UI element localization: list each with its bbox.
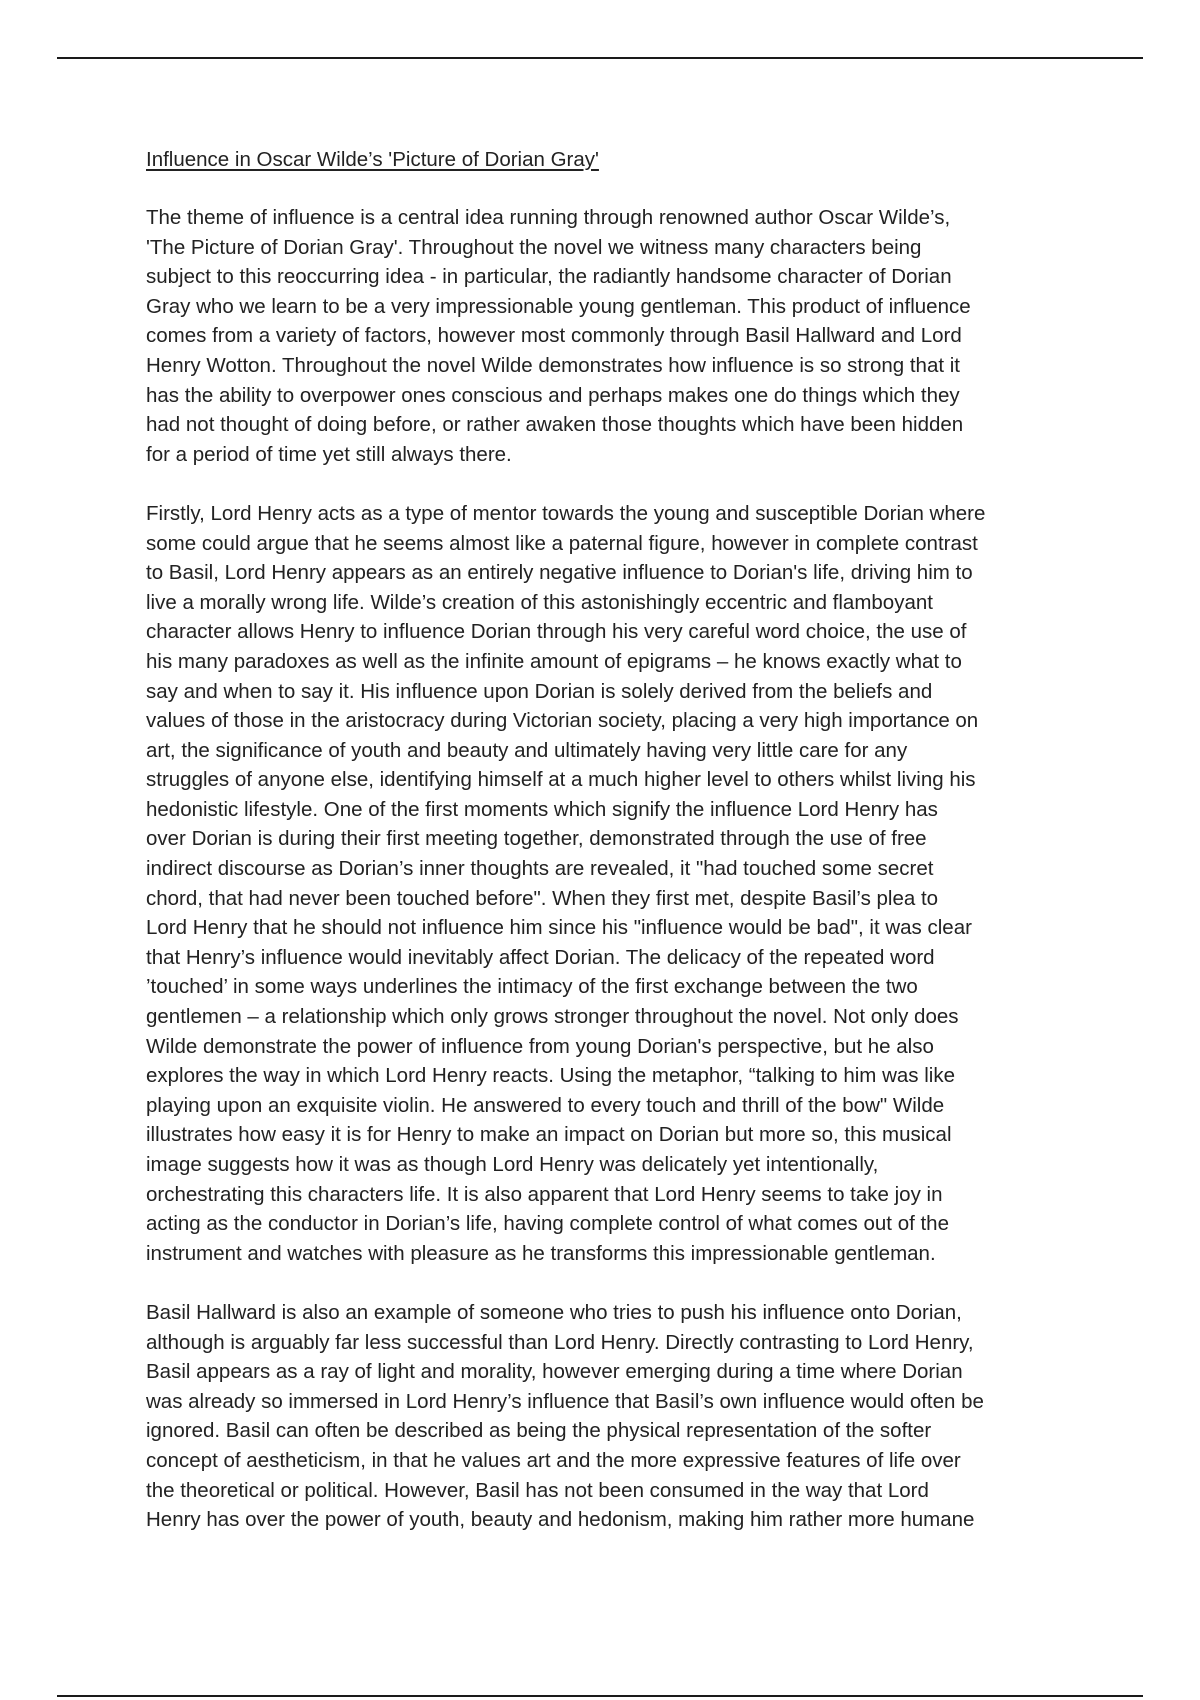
- text-line: 'The Picture of Dorian Gray'. Throughout the novel we witness many characters being: [146, 235, 922, 259]
- text-line: hedonistic lifestyle. One of the first moments which signify the influence Lord Henry has: [146, 797, 938, 821]
- text-line: say and when to say it. His influence upon Dorian is solely derived from the beliefs and: [146, 679, 933, 703]
- text-line: had not thought of doing before, or rather awaken those thoughts which have been hidden: [146, 413, 964, 437]
- text-line: chord, that had never been touched before". When they first met, despite Basil’s plea to: [146, 886, 939, 910]
- paragraph-3: [146, 1298, 1066, 1535]
- text-line: Basil appears as a ray of light and morality, however emerging during a time where Dorian: [146, 1360, 963, 1384]
- text-line: for a period of time yet still always there.: [146, 442, 512, 466]
- text-line: illustrates how easy it is for Henry to make an impact on Dorian but more so, this musical: [146, 1123, 952, 1147]
- text-line: explores the way in which Lord Henry reacts. Using the metaphor, “talking to him was like: [146, 1064, 955, 1088]
- header-rule: [57, 57, 1143, 59]
- text-line: has the ability to overpower ones conscious and perhaps makes one do things which they: [146, 383, 960, 407]
- paragraph-1: [146, 203, 1066, 469]
- text-line: subject to this reoccurring idea - in particular, the radiantly handsome character of Dorian: [146, 265, 952, 289]
- text-line: live a morally wrong life. Wilde’s creation of this astonishingly eccentric and flamboyant: [146, 590, 933, 614]
- text-line: to Basil, Lord Henry appears as an entirely negative influence to Dorian's life, driving him to: [146, 561, 973, 585]
- text-line: his many paradoxes as well as the infinite amount of epigrams – he knows exactly what to: [146, 649, 962, 673]
- text-line: Wilde demonstrate the power of influence from young Dorian's perspective, but he also: [146, 1034, 934, 1058]
- text-line: was already so immersed in Lord Henry’s influence that Basil’s own influence would often be: [146, 1389, 984, 1413]
- text-line: image suggests how it was as though Lord Henry was delicately yet intentionally,: [146, 1153, 879, 1176]
- text-line: acting as the conductor in Dorian’s life, having complete control of what comes out of the: [146, 1212, 949, 1236]
- text-line: Lord Henry that he should not influence him since his "influence would be bad", it was clear: [146, 916, 972, 940]
- text-line: values of those in the aristocracy during Victorian society, placing a very high importance on: [146, 709, 979, 733]
- text-line: indirect discourse as Dorian’s inner thoughts are revealed, it "had touched some secret: [146, 857, 934, 881]
- text-line: gentlemen – a relationship which only grows stronger throughout the novel. Not only does: [146, 1005, 959, 1029]
- text-line: Henry Wotton. Throughout the novel Wilde demonstrates how influence is so strong that it: [146, 353, 960, 377]
- text-line: over Dorian is during their first meeting together, demonstrated through the use of free: [146, 827, 927, 851]
- document-body: [146, 145, 1066, 1564]
- text-line: The theme of influence is a central idea running through renowned author Oscar Wilde’s,: [146, 206, 951, 229]
- text-line: Henry has over the power of youth, beauty and hedonism, making him rather more humane: [146, 1508, 975, 1532]
- text-line: instrument and watches with pleasure as he transforms this impressionable gentleman.: [146, 1241, 936, 1265]
- text-line: character allows Henry to influence Dorian through his very careful word choice, the use of: [146, 620, 967, 644]
- text-line: orchestrating this characters life. It is also apparent that Lord Henry seems to take joy in: [146, 1182, 943, 1206]
- text-line: the theoretical or political. However, Basil has not been consumed in the way that Lord: [146, 1478, 929, 1502]
- document-title: Influence in Oscar Wilde’s 'Picture of Dorian Gray': [146, 148, 599, 171]
- text-line: that Henry’s influence would inevitably affect Dorian. The delicacy of the repeated word: [146, 945, 935, 969]
- text-line: ignored. Basil can often be described as being the physical representation of the softer: [146, 1419, 932, 1443]
- text-line: Gray who we learn to be a very impressionable young gentleman. This product of influence: [146, 294, 971, 318]
- paragraph-2: [146, 499, 1066, 1268]
- text-line: struggles of anyone else, identifying himself at a much higher level to others whilst living his: [146, 768, 976, 792]
- text-line: art, the significance of youth and beauty and ultimately having very little care for any: [146, 738, 908, 762]
- text-line: Basil Hallward is also an example of someone who tries to push his influence onto Dorian,: [146, 1300, 962, 1324]
- text-line: although is arguably far less successful than Lord Henry. Directly contrasting to Lord Henry,: [146, 1330, 974, 1354]
- text-line: concept of aestheticism, in that he values art and the more expressive features of life over: [146, 1448, 961, 1472]
- text-line: comes from a variety of factors, however most commonly through Basil Hallward and Lord: [146, 324, 962, 348]
- footer-rule: [57, 1695, 1143, 1697]
- text-line: some could argue that he seems almost like a paternal figure, however in complete contrast: [146, 531, 978, 555]
- text-line: Firstly, Lord Henry acts as a type of mentor towards the young and susceptible Dorian where: [146, 501, 986, 525]
- text-line: playing upon an exquisite violin. He answered to every touch and thrill of the bow" Wilde: [146, 1093, 945, 1117]
- text-line: ’touched’ in some ways underlines the intimacy of the first exchange between the two: [146, 975, 918, 999]
